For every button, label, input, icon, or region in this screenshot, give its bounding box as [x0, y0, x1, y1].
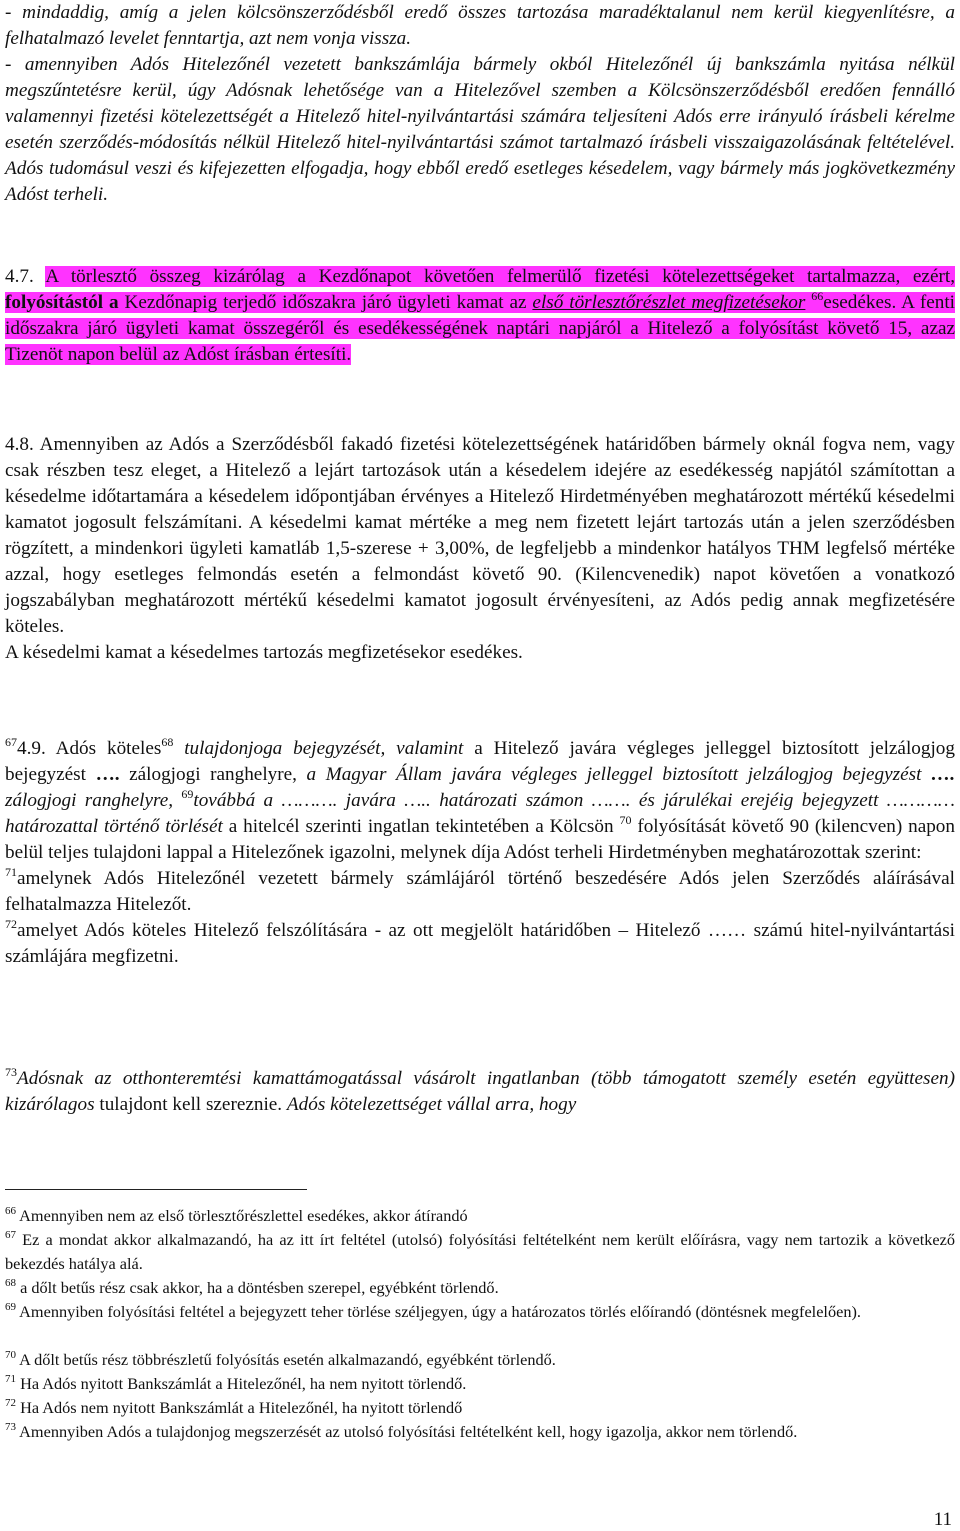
section-4-9-italic-h: továbbá a ………. javára ….. határozati számon ……. és járulékai erejéig bejegyzett ………… határozattal történő törlését	[5, 790, 955, 837]
footnote-text: Ha Adós nem nyitott Bankszámlát a Hitelezőnél, ha nyitott törlendő	[16, 1398, 463, 1417]
footnote-70	[5, 1348, 955, 1372]
footnote-text: A dőlt betűs rész többrészletű folyósítás esetén alkalmazandó, egyébként törlendő.	[16, 1350, 556, 1369]
footnote-66	[5, 1204, 955, 1228]
footnote-text: Amennyiben Adós a tulajdonjog megszerzését az utolsó folyósítási feltételként kell, hogy igazolja, akkor nem törlendő.	[16, 1422, 798, 1441]
footnote-72	[5, 1396, 955, 1420]
footnote-text: a dőlt betűs rész csak akkor, ha a döntésben szerepel, egyébként törlendő.	[16, 1278, 499, 1297]
section-4-7	[5, 264, 955, 368]
footnote-number: 67	[5, 1228, 16, 1241]
section-4-8-text-2: A késedelmi kamat a késedelmes tartozás megfizetésekor esedékes.	[5, 642, 523, 663]
page-number: 11	[933, 1509, 952, 1530]
section-4-7-italic-underlined: első törlesztőrészlet megfizetésekor	[532, 292, 806, 313]
footnote-67	[5, 1228, 955, 1276]
section-4-7-bold: folyósítástól a	[5, 292, 119, 313]
bullet-revocation: - mindaddig, amíg a jelen kölcsönszerződésből eredő összes tartozása maradéktalanul nem kerül kiegyenlítésre, a felhatalmazó levelet fenntartja, azt nem vonja vissza.	[5, 2, 955, 49]
footnote-number: 70	[5, 1348, 16, 1361]
footnote-ref-73: 73	[5, 1064, 17, 1079]
paragraph-73-italic-c: Adós kötelezettséget vállal arra, hogy	[286, 1094, 577, 1115]
footnote-ref-67: 67	[5, 734, 17, 749]
section-4-9-number: 4.9. Adós köteles	[17, 738, 162, 759]
footnote-ref-68: 68	[161, 734, 174, 749]
section-4-8	[5, 432, 955, 666]
footnote-ref-66: 66	[811, 288, 824, 303]
section-4-8-text: 4.8. Amennyiben az Adós a Szerződésből fakadó fizetési kötelezettségének határidőben bármely oknál fogva nem, vagy csak részben tesz eleget, a Hitelező a lejárt tartozások után a késedelem idejére az esedékesség napjától számítottan a késedelme időtartamára a késedelem időpontjában érvényes a Hitelező Hirdetményében meghatározott mértékű késedelmi kamatot jogosult felszámítani. A késedelmi kamat mértéke a meg nem fizetett lejárt tartozás után a jelen szerződésben rögzített, a mindenkori ügyleti kamatláb 1,5-szerese + 3,00%, de legfeljebb a mindenkor hatályos THM legfelső mértéke azzal, hogy esetleges felmondás esetén a felmondást követő 90. (Kilencvenedik) napot követően a vonatkozó jogszabályban meghatározott mértékű késedelmi kamatot jogosult érvényesíteni, az Adós pedig annak megfizetésére köteles.	[5, 434, 955, 637]
section-4-9-text-j: folyósítását követő 90 (kilencven) napon belül teljes tulajdoni lappal a Hitelezőnek igazolni, melynek díja Adóst terheli Hirdetményben meghatározottak szerint:	[5, 816, 955, 863]
footnote-number: 68	[5, 1276, 16, 1289]
footnote-71	[5, 1372, 955, 1396]
footnote-text: Ez a mondat akkor alkalmazandó, ha az itt írt feltétel (utolsó) folyósítási feltételként nem került előírásra, vagy nem tartozik a következő bekezdés hatálya alá.	[5, 1230, 955, 1273]
footnote-number: 71	[5, 1372, 16, 1385]
paragraph-73-italic-a: Adósnak az otthonteremtési kamattámogatással vásárolt ingatlanban (több támogatott személy esetén együttesen) kizárólagos	[5, 1068, 955, 1115]
footnote-ref-70: 70	[619, 812, 632, 827]
section-4-9	[5, 736, 955, 970]
footnote-73	[5, 1420, 955, 1444]
footnote-number: 72	[5, 1396, 16, 1409]
section-4-7-text-e: esedékes. A fenti időszakra járó ügyleti kamat összegéről és esedékességének naptári napjáról a Hitelező a folyósítást követő 15, azaz Tizenöt napon belül az Adóst írásban értesíti.	[5, 292, 956, 365]
section-4-9-text-i: a hitelcél szerinti ingatlan tekintetében a Kölcsön	[222, 816, 620, 837]
footnote-number: 73	[5, 1420, 16, 1433]
section-4-9-italic-a: tulajdonjoga bejegyzését, valamint	[173, 738, 464, 759]
section-4-9-text-b: a Hitelező javára végleges jelleggel biztosított jelzálogjog bejegyzést	[5, 738, 955, 785]
section-4-9-text-d: zálogjogi ranghelyre,	[119, 764, 307, 785]
footnote-ref-72: 72	[5, 916, 17, 931]
section-4-7-text-a: A törlesztő összeg kizárólag a Kezdőnapot követően felmerülő fizetési kötelezettségeket tartalmazza, ezért,	[45, 266, 955, 287]
paragraph-73-text-b: tulajdont kell szereznie.	[94, 1094, 287, 1115]
paragraph-73	[5, 1066, 955, 1118]
footnote-separator	[5, 1189, 307, 1190]
section-4-9-dots-1: ….	[95, 764, 120, 785]
footnote-68	[5, 1276, 955, 1300]
section-number: 4.7.	[5, 266, 46, 287]
footnote-ref-71: 71	[5, 864, 17, 879]
section-4-9-dots-2: ….	[931, 764, 955, 785]
footnote-text: Amennyiben folyósítási feltétel a bejegyzett teher törlése széljegyen, úgy a határozatos törlés előírandó (döntésnek megfelelően).	[16, 1302, 861, 1321]
footnote-text: Ha Adós nyitott Bankszámlát a Hitelezőnél, ha nem nyitott törlendő.	[16, 1374, 467, 1393]
footnote-69	[5, 1300, 955, 1324]
section-4-9-italic-g: zálogjogi ranghelyre,	[5, 790, 182, 811]
footnote-text: Amennyiben nem az első törlesztőrészlettel esedékes, akkor átírandó	[16, 1206, 468, 1225]
bullet-account-closure: - amennyiben Adós Hitelezőnél vezetett bankszámlája bármely okból Hitelezőnél új bankszámla nyitása nélkül megszűntetésre kerül, úgy Adósnak lehetősége van a Hitelezővel szemben a Kölcsönszerződésből eredően fennálló valamennyi fizetési kötelezettségét a Hitelező hitel-nyilvántartási számára teljesíteni Adós erre irányuló írásbeli kérelme esetén szerződés-módosítás nélkül Hitelező hitel-nyilvántartási számot tartalmazó írásbeli visszaigazolásának feltételével. Adós tudomásul veszi és kifejezetten elfogadja, hogy ebből eredő esetleges késedelem, vagy bármely más jogkövetkezmény Adóst terheli.	[5, 54, 955, 205]
paragraph-authorization-intro	[5, 0, 955, 208]
section-4-9-italic-e: a Magyar Állam javára végleges jelleggel biztosított jelzálogjog bejegyzést	[306, 764, 931, 785]
footnote-number: 66	[5, 1204, 16, 1217]
section-4-7-text-c: Kezdőnapig terjedő időszakra járó ügyleti kamat az	[118, 292, 533, 313]
section-4-9-text-k: amelynek Adós Hitelezőnél vezetett bármely számlájáról történő beszedésére Adós jelen Szerződés aláírásával felhatalmazza Hitelezőt.	[5, 868, 955, 915]
section-4-9-text-l: amelyet Adós köteles Hitelező felszólítására - az ott megjelölt határidőben – Hitelező …… számú hitel-nyilvántartási számlájára megfizetni.	[5, 920, 955, 967]
footnote-ref-69: 69	[181, 786, 194, 801]
footnote-number: 69	[5, 1300, 16, 1313]
